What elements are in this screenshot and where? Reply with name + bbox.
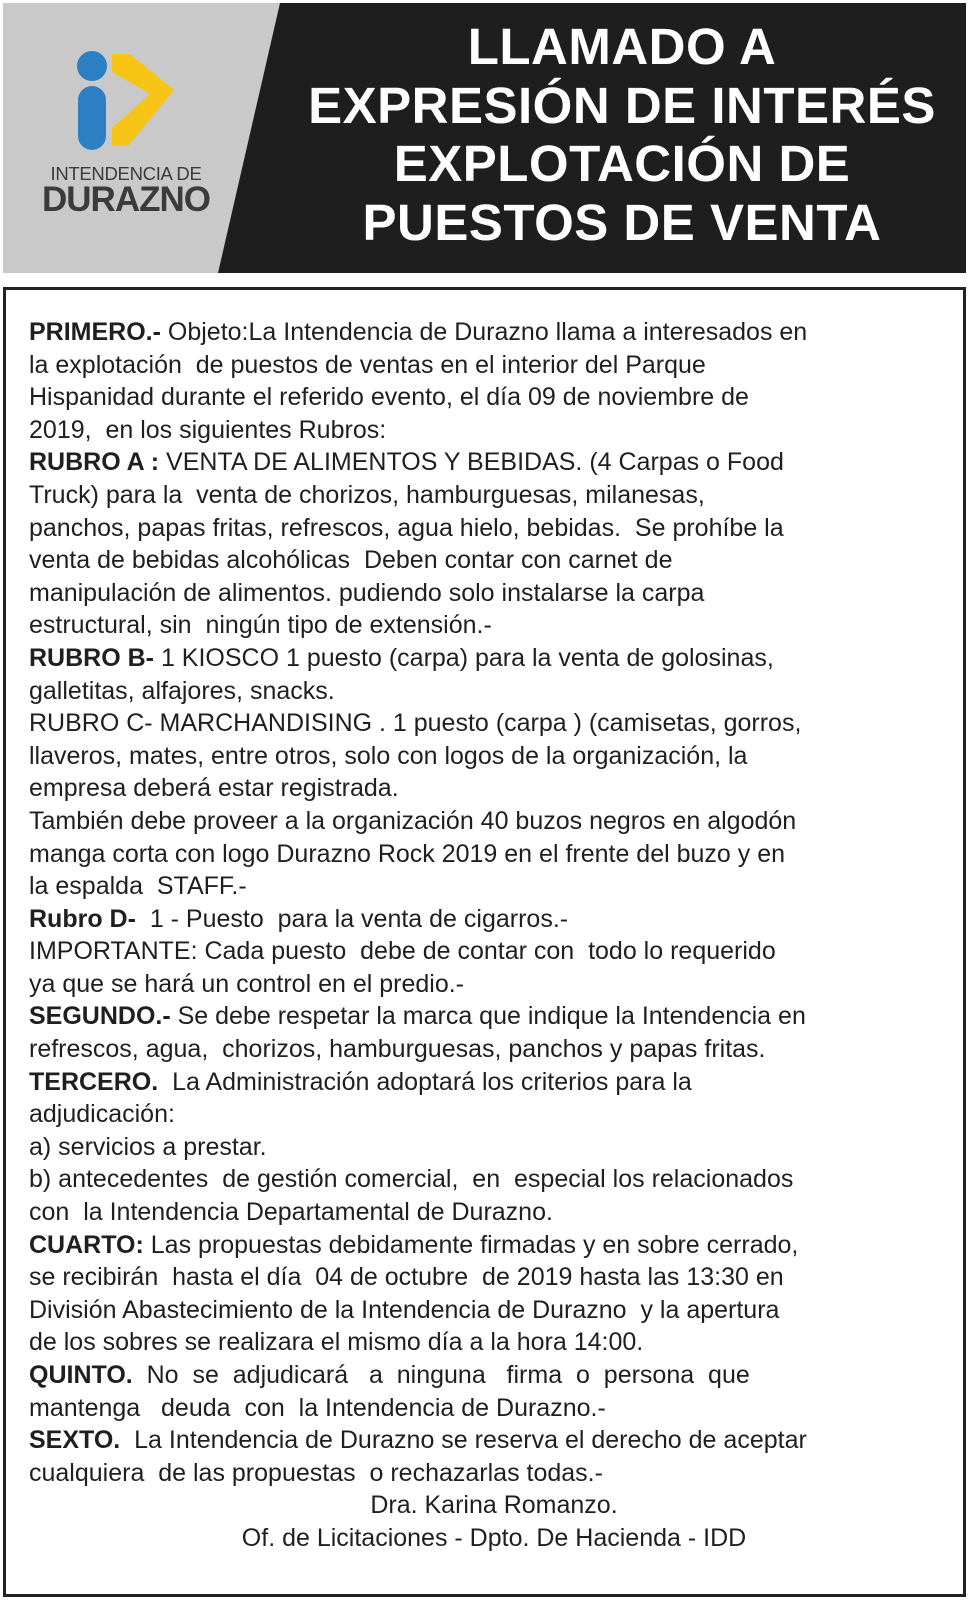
clause-rubro-b — [29, 642, 959, 675]
notice-body-box — [3, 287, 966, 1597]
title-line: EXPRESIÓN DE INTERÉS — [308, 76, 936, 134]
clause-rubro-c: RUBRO C- MARCHANDISING . 1 puesto (carpa ) (camisetas, gorros, — [29, 709, 802, 738]
text-line: División Abastecimiento de la Intendencia de Durazno y la apertura — [29, 1295, 780, 1324]
clause-tercero — [29, 1066, 959, 1099]
text-line: 1 - Puesto para la venta de cigarros.- — [135, 904, 569, 933]
text-line: ya que se hará un control en el predio.- — [29, 969, 464, 998]
clause-rubro-a — [29, 446, 959, 479]
text-line: panchos, papas fritas, refrescos, agua hielo, bebidas. Se prohíbe la — [29, 513, 784, 542]
clause-label: TERCERO. — [29, 1067, 159, 1096]
clause-cuarto — [29, 1229, 959, 1262]
text-line: a) servicios a prestar. — [29, 1132, 267, 1161]
title-line: LLAMADO A — [467, 18, 777, 75]
text-line: Se debe respetar la marca que indique la Intendencia en — [170, 1002, 806, 1031]
text-line: adjudicación: — [29, 1100, 175, 1129]
title-line: PUESTOS DE VENTA — [362, 193, 882, 251]
text-line: mantenga deuda con la Intendencia de Durazno.- — [29, 1393, 606, 1422]
clause-label: RUBRO B- — [29, 643, 154, 672]
text-line: VENTA DE ALIMENTOS Y BEBIDAS. (4 Carpas o Food — [159, 448, 784, 477]
text-line: Hispanidad durante el referido evento, el día 09 de noviembre de — [29, 383, 749, 412]
page-title — [282, 18, 962, 252]
clause-label: CUARTO: — [29, 1230, 144, 1259]
clause-label: RUBRO A : — [29, 448, 160, 477]
text-line: refrescos, agua, chorizos, hamburguesas, panchos y papas fritas. — [29, 1035, 766, 1064]
text-line: con la Intendencia Departamental de Durazno. — [29, 1198, 553, 1227]
text-line: estructural, sin ningún tipo de extensión.- — [29, 611, 492, 640]
text-line: Objeto:La Intendencia de Durazno llama a interesados en — [160, 318, 808, 346]
text-line: cualquiera de las propuestas o rechazarlas todas.- — [29, 1458, 603, 1487]
text-line: venta de bebidas alcohólicas Deben contar con carnet de — [29, 546, 673, 575]
clause-quinto — [29, 1359, 959, 1392]
clause-sexto — [29, 1424, 959, 1457]
text-line: se recibirán hasta el día 04 de octubre de 2019 hasta las 13:30 en — [29, 1263, 784, 1292]
text-line: Las propuestas debidamente firmadas y en sobre cerrado, — [143, 1230, 799, 1259]
clause-rubro-d — [29, 903, 959, 936]
text-line: la explotación de puestos de ventas en el interior del Parque — [29, 350, 706, 379]
clause-label: QUINTO. — [29, 1361, 133, 1389]
text-line: de los sobres se realizara el mismo día a la hora 14:00. — [29, 1328, 644, 1357]
clause-segundo — [29, 1000, 959, 1033]
clause-label: Rubro D- — [29, 904, 136, 933]
text-line: empresa deberá estar registrada. — [29, 774, 399, 803]
text-line: manipulación de alimentos. pudiendo solo instalarse la carpa — [29, 578, 705, 607]
text-line: b) antecedentes de gestión comercial, en especial los relacionados — [29, 1165, 794, 1194]
logo-text-durazno: DURAZNO — [42, 180, 210, 219]
text-line: También debe proveer a la organización 40 buzos negros en algodón — [29, 806, 797, 835]
text-line: No se adjudicará a ninguna firma o persona que — [132, 1361, 750, 1389]
text-line: llaveros, mates, entre otros, solo con logos de la organización, la — [29, 741, 748, 770]
text-line: la espalda STAFF.- — [29, 872, 247, 901]
text-line: Truck) para la venta de chorizos, hamburguesas, milanesas, — [29, 480, 705, 509]
text-line: La Intendencia de Durazno se reserva el derecho de aceptar — [120, 1426, 807, 1455]
intendencia-logo-icon — [72, 48, 182, 158]
signature-office: Of. de Licitaciones - Dpto. De Hacienda - IDD — [241, 1523, 747, 1552]
clause-importante: IMPORTANTE: Cada puesto debe de contar con todo lo requerido — [29, 937, 776, 966]
title-line: EXPLOTACIÓN DE — [393, 135, 851, 192]
header-banner — [0, 0, 969, 276]
clause-primero — [29, 316, 959, 349]
signature-name: Dra. Karina Romanzo. — [370, 1491, 618, 1520]
clause-label: SEXTO. — [29, 1426, 121, 1455]
clause-label: PRIMERO.- — [29, 318, 161, 346]
text-line: 1 KIOSCO 1 puesto (carpa) para la venta de golosinas, — [154, 643, 774, 672]
notice-body-text — [29, 316, 959, 1555]
text-line: La Administración adoptará los criterios para la — [158, 1067, 692, 1096]
text-line: galletitas, alfajores, snacks. — [29, 676, 335, 705]
text-line: manga corta con logo Durazno Rock 2019 en el frente del buzo y en — [29, 839, 786, 868]
clause-label: SEGUNDO.- — [29, 1002, 171, 1031]
logo-text-intendencia: INTENDENCIA DE — [50, 163, 202, 184]
text-line: 2019, en los siguientes Rubros: — [29, 415, 387, 444]
